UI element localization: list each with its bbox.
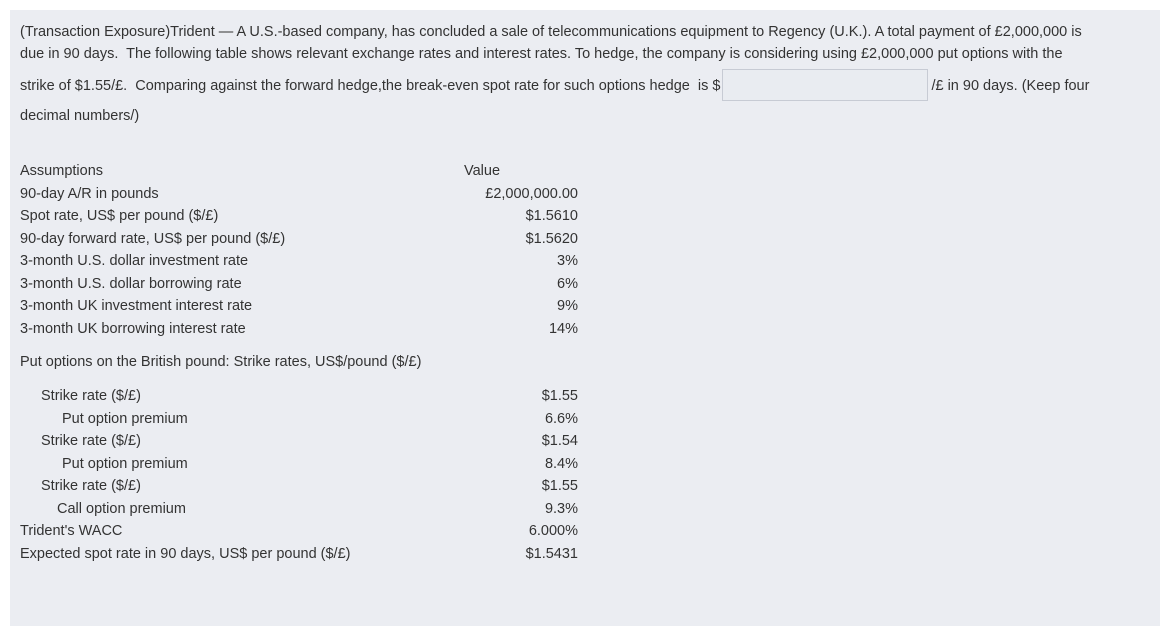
question-line-3-prefix: strike of $1.55/£. Comparing against the forward hedge,the break-even spot rate for such options hedge is $ <box>20 78 721 94</box>
row-label: 90-day forward rate, US$ per pound ($/£) <box>20 230 286 247</box>
question-line-4: decimal numbers/) <box>20 108 140 124</box>
row-label: Put options on the British pound: Strike rates, US$/pound ($/£) <box>20 354 422 371</box>
row-label: Spot rate, US$ per pound ($/£) <box>20 208 219 225</box>
table-row <box>20 273 578 296</box>
row-value: $1.55 <box>541 388 578 405</box>
table-row <box>20 250 578 273</box>
table-row <box>20 543 578 566</box>
row-label: Put option premium <box>62 455 188 472</box>
question-line-3 <box>20 67 1130 105</box>
row-value: 3% <box>557 253 578 270</box>
table-row <box>20 430 578 453</box>
question-text <box>20 21 1130 127</box>
row-label: Strike rate ($/£) <box>41 388 141 405</box>
question-line-3-suffix: /£ in 90 days. (Keep four <box>931 78 1090 94</box>
table-row <box>20 453 578 476</box>
row-value: $1.5620 <box>525 230 578 247</box>
row-value <box>464 340 578 385</box>
table-row <box>20 228 578 251</box>
table-row <box>20 183 578 206</box>
table-row <box>20 408 578 431</box>
row-value: 9.3% <box>544 500 578 517</box>
row-value: $1.54 <box>541 433 578 450</box>
table-row <box>20 295 578 318</box>
row-label: 3-month UK borrowing interest rate <box>20 320 246 337</box>
assumptions-table <box>20 160 578 565</box>
row-value: $1.5610 <box>525 208 578 225</box>
table-row <box>20 475 578 498</box>
table-row <box>20 205 578 228</box>
header-value: Value <box>464 163 501 180</box>
table-row <box>20 318 578 341</box>
table-row <box>20 385 578 408</box>
row-label: 3-month UK investment interest rate <box>20 298 253 315</box>
table-row <box>20 498 578 521</box>
question-line-1: (Transaction Exposure)Trident — A U.S.-based company, has concluded a sale of telecommunications equipment to Regency (U.K.). A total payment of £2,000,000 is <box>20 24 1082 40</box>
row-label: Strike rate ($/£) <box>41 433 141 450</box>
row-value: $1.55 <box>541 478 578 495</box>
answer-input[interactable] <box>722 69 928 101</box>
row-label: 90-day A/R in pounds <box>20 185 159 202</box>
table-header-row <box>20 160 578 183</box>
row-label: Put option premium <box>62 410 188 427</box>
header-assumptions: Assumptions <box>20 163 104 180</box>
row-value: 6.000% <box>528 523 578 540</box>
row-value: $1.5431 <box>525 545 578 562</box>
row-value: 8.4% <box>544 455 578 472</box>
row-label: Call option premium <box>57 500 186 517</box>
row-label: 3-month U.S. dollar borrowing rate <box>20 275 242 292</box>
table-row <box>20 340 578 385</box>
row-label: 3-month U.S. dollar investment rate <box>20 253 249 270</box>
question-line-2: due in 90 days. The following table shows relevant exchange rates and interest rates. To hedge, the company is considering using £2,000,000 put options with the <box>20 46 1063 62</box>
row-value: 9% <box>557 298 578 315</box>
row-value: 6.6% <box>544 410 578 427</box>
table-row <box>20 520 578 543</box>
row-label: Expected spot rate in 90 days, US$ per pound ($/£) <box>20 545 351 562</box>
row-value: 6% <box>557 275 578 292</box>
row-value: £2,000,000.00 <box>485 185 578 202</box>
row-label: Trident's WACC <box>20 523 123 540</box>
row-value: 14% <box>548 320 578 337</box>
row-label: Strike rate ($/£) <box>41 478 141 495</box>
